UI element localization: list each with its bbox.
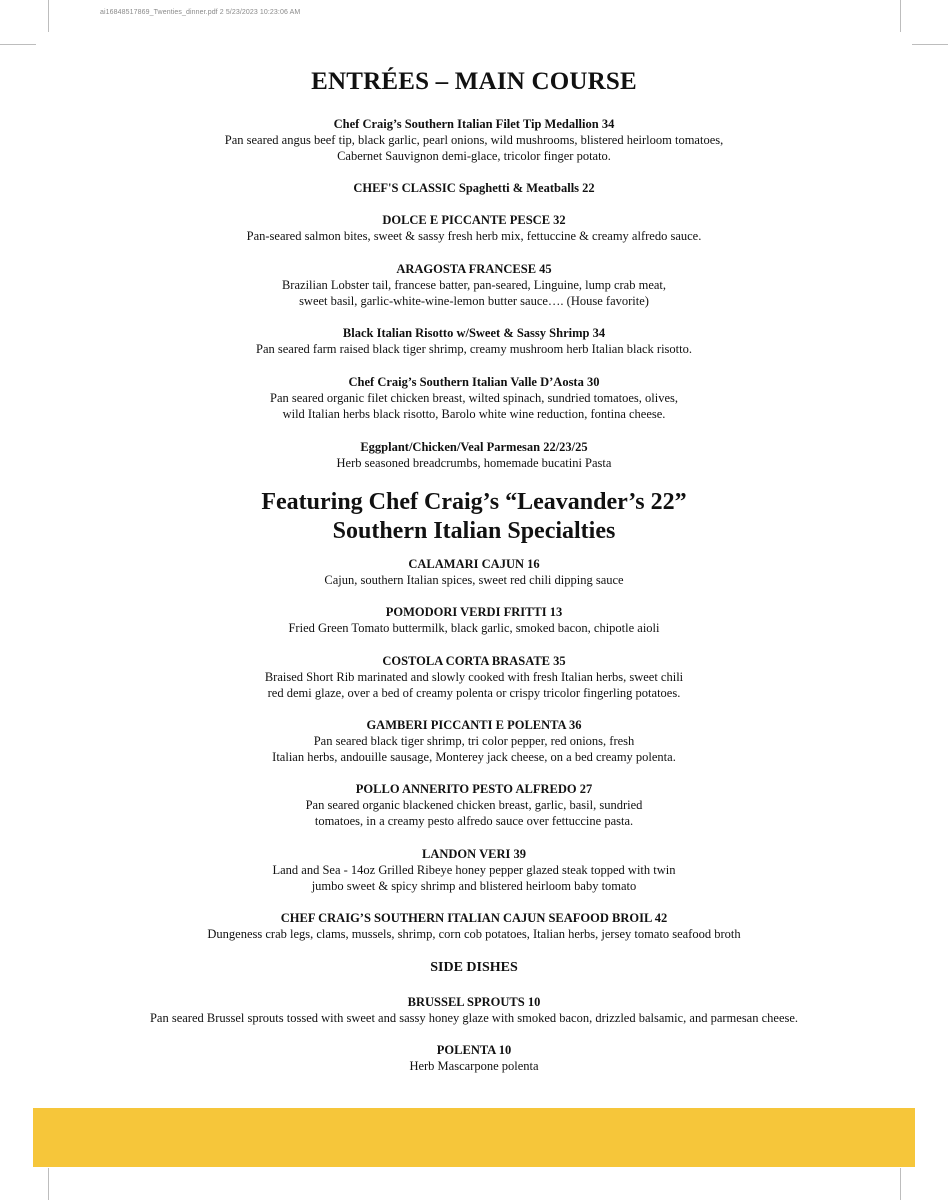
item-desc: Fried Green Tomato buttermilk, black garlic, smoked bacon, chipotle aioli	[288, 621, 660, 635]
crop-mark	[0, 44, 36, 45]
menu-item	[0, 439, 948, 471]
item-name: Eggplant/Chicken/Veal Parmesan 22/23/25	[360, 440, 588, 454]
crop-mark	[48, 0, 49, 32]
crop-mark	[900, 0, 901, 32]
item-desc: wild Italian herbs black risotto, Barolo white wine reduction, fontina cheese.	[282, 407, 666, 421]
item-name: Black Italian Risotto w/Sweet & Sassy Shrimp 34	[342, 326, 606, 340]
side-dishes-title: SIDE DISHES	[430, 960, 518, 975]
item-name: DOLCE E PICCANTE PESCE 32	[382, 213, 566, 227]
menu-item	[0, 994, 948, 1026]
crop-mark	[48, 1168, 49, 1200]
item-desc: Pan seared black tiger shrimp, tri color pepper, red onions, fresh	[313, 734, 635, 748]
menu-item	[0, 261, 948, 309]
item-desc: Dungeness crab legs, clams, mussels, shrimp, corn cob potatoes, Italian herbs, jersey tomato seafood broth	[207, 927, 741, 941]
item-name: POMODORI VERDI FRITTI 13	[385, 605, 563, 619]
crop-mark	[900, 1168, 901, 1200]
entrees-title: ENTRÉES – MAIN COURSE	[311, 68, 637, 95]
menu-item	[0, 781, 948, 829]
item-desc: Pan seared Brussel sprouts tossed with sweet and sassy honey glaze with smoked bacon, drizzled balsamic, and parmesan cheese.	[149, 1011, 799, 1025]
menu-item	[0, 116, 948, 164]
item-name: CHEF'S CLASSIC Spaghetti & Meatballs 22	[353, 181, 595, 195]
specialties-title-line1: Featuring Chef Craig’s “Leavander’s 22”	[261, 489, 687, 515]
menu-item	[0, 604, 948, 636]
item-desc: Pan seared angus beef tip, black garlic, pearl onions, wild mushrooms, blistered heirloom tomatoes,	[224, 133, 724, 147]
item-name: GAMBERI PICCANTI E POLENTA 36	[366, 718, 582, 732]
item-desc: Cajun, southern Italian spices, sweet red chili dipping sauce	[324, 573, 624, 587]
item-desc: sweet basil, garlic-white-wine-lemon butter sauce…. (House favorite)	[299, 294, 649, 308]
item-desc: Herb seasoned breadcrumbs, homemade bucatini Pasta	[336, 456, 612, 470]
specialties-title-line2: Southern Italian Specialties	[332, 518, 616, 544]
item-name: COSTOLA CORTA BRASATE 35	[382, 654, 566, 668]
menu-item	[0, 653, 948, 701]
item-desc: jumbo sweet & spicy shrimp and blistered heirloom baby tomato	[311, 879, 637, 893]
item-name: BRUSSEL SPROUTS 10	[407, 995, 541, 1009]
item-desc: Herb Mascarpone polenta	[409, 1059, 539, 1073]
crop-mark	[912, 44, 948, 45]
menu-item	[0, 212, 948, 244]
item-desc: Pan seared farm raised black tiger shrimp, creamy mushroom herb Italian black risotto.	[256, 342, 692, 356]
menu-item	[0, 325, 948, 357]
item-desc: Land and Sea - 14oz Grilled Ribeye honey pepper glazed steak topped with twin	[272, 863, 676, 877]
item-name: Chef Craig’s Southern Italian Valle D’Aosta 30	[348, 375, 600, 389]
menu-item	[0, 717, 948, 765]
footer-band	[33, 1108, 915, 1167]
item-name: LANDON VERI 39	[422, 847, 526, 861]
specialties-title	[0, 488, 948, 546]
item-desc: Brazilian Lobster tail, francese batter, pan-seared, Linguine, lump crab meat,	[281, 278, 667, 292]
menu-item	[0, 180, 948, 196]
item-name: POLENTA 10	[436, 1043, 512, 1057]
item-name: POLLO ANNERITO PESTO ALFREDO 27	[355, 782, 593, 796]
item-name: ARAGOSTA FRANCESE 45	[396, 262, 552, 276]
item-desc: Pan-seared salmon bites, sweet & sassy fresh herb mix, fettuccine & creamy alfredo sauce.	[246, 229, 702, 243]
item-desc: tomatoes, in a creamy pesto alfredo sauce over fettuccine pasta.	[314, 814, 634, 828]
item-name: Chef Craig’s Southern Italian Filet Tip Medallion 34	[333, 117, 615, 131]
item-desc: Italian herbs, andouille sausage, Monterey jack cheese, on a bed creamy polenta.	[272, 750, 676, 764]
item-desc: Pan seared organic filet chicken breast, wilted spinach, sundried tomatoes, olives,	[270, 391, 678, 405]
menu-item	[0, 846, 948, 894]
item-desc: Pan seared organic blackened chicken breast, garlic, basil, sundried	[305, 798, 643, 812]
item-name: CHEF CRAIG’S SOUTHERN ITALIAN CAJUN SEAFOOD BROIL 42	[280, 911, 668, 925]
item-desc: red demi glaze, over a bed of creamy polenta or crispy tricolor fingerling potatoes.	[267, 686, 681, 700]
menu-item	[0, 556, 948, 588]
item-desc: Braised Short Rib marinated and slowly cooked with fresh Italian herbs, sweet chili	[264, 670, 684, 684]
item-name: CALAMARI CAJUN 16	[408, 557, 540, 571]
item-desc: Cabernet Sauvignon demi-glace, tricolor finger potato.	[337, 149, 611, 163]
menu-item	[0, 1042, 948, 1074]
menu-item	[0, 374, 948, 422]
file-info: ai16848517869_Twenties_dinner.pdf 2 5/23/2023 10:23:06 AM	[100, 9, 301, 16]
menu-item	[0, 910, 948, 942]
